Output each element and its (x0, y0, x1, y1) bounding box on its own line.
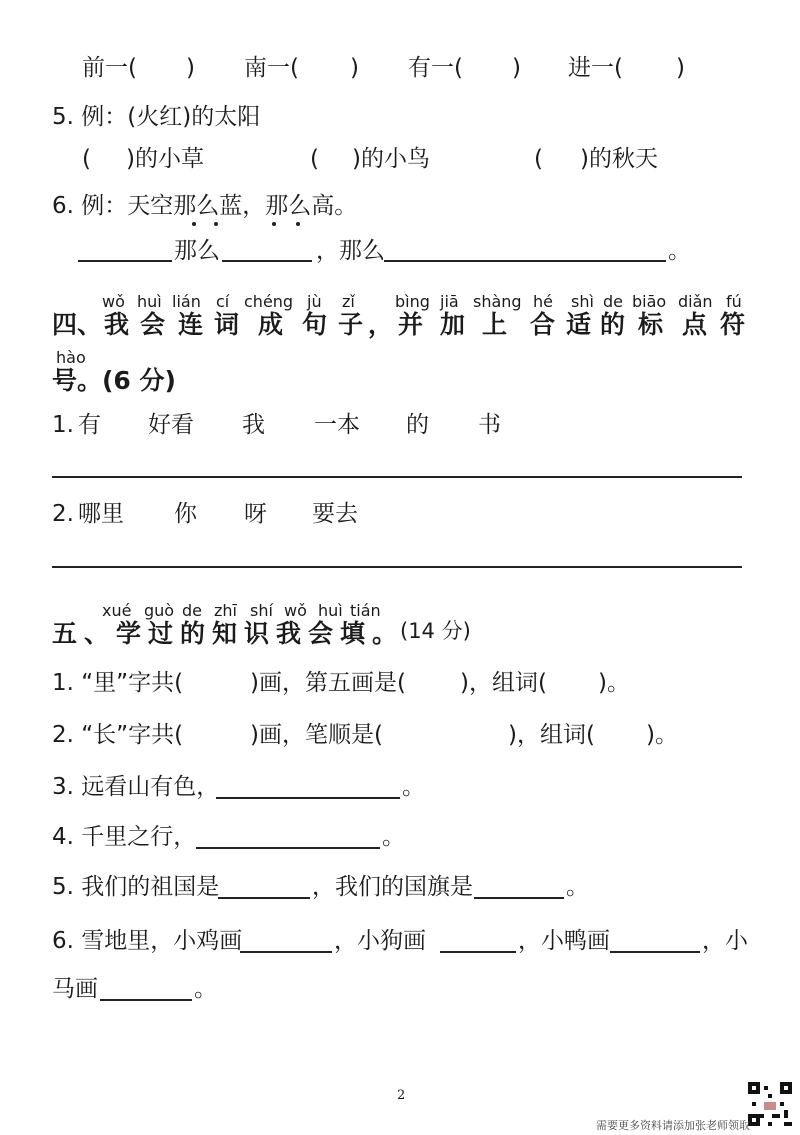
fill-text: )的秋天 (580, 146, 658, 172)
heading-char: 点 (682, 310, 708, 339)
pinyin: jiā (440, 292, 459, 311)
answer-blank[interactable] (240, 951, 332, 953)
answer-blank[interactable] (216, 797, 400, 799)
fill-text: 。 (668, 238, 691, 264)
q-text: 1. “里”字共( (52, 670, 184, 696)
q-text: )画，第五画是( (250, 670, 406, 696)
q-text: )。 (646, 722, 678, 748)
word-tile: 书 (478, 412, 501, 438)
answer-blank[interactable] (78, 260, 172, 262)
answer-blank[interactable] (474, 897, 564, 899)
paren-open: ( (534, 146, 543, 172)
question-5-example: 5. 例：(火红)的太阳 (52, 104, 261, 130)
pinyin: shàng (473, 292, 522, 311)
heading-char: 四、 (52, 310, 103, 339)
q-text: ，小鸭画 (518, 928, 610, 954)
word-tile: 呀 (244, 501, 267, 527)
pinyin: xué (102, 601, 132, 620)
heading-char: 适 (566, 310, 592, 339)
pinyin: hào (56, 348, 86, 367)
word-tile: 要去 (312, 501, 358, 527)
footer-note: 需要更多资料请添加张老师领取 (596, 1119, 750, 1132)
pinyin: tián (350, 601, 381, 620)
q-text: ，小 (702, 928, 748, 954)
q-text: ，我们的国旗是 (312, 874, 473, 900)
section-score: (14 分) (400, 619, 471, 643)
heading-char: 的 (600, 310, 626, 339)
pinyin: zhī (214, 601, 237, 620)
q-text: )，组词( (460, 670, 547, 696)
pinyin: zǐ (342, 292, 355, 311)
pinyin: huì (318, 601, 343, 620)
qr-code-icon (748, 1082, 792, 1126)
prompt-text: ) (512, 55, 521, 81)
word-tile: 你 (174, 501, 197, 527)
answer-blank[interactable] (100, 999, 192, 1001)
heading-char: 合 (530, 310, 556, 339)
q-text: 。 (382, 824, 405, 850)
prompt-text: 进一( (568, 55, 623, 81)
pinyin: lián (172, 292, 201, 311)
q-text: 。 (402, 774, 425, 800)
pinyin: cí (216, 292, 230, 311)
pinyin: chéng (244, 292, 294, 311)
pinyin: de (603, 292, 623, 311)
heading-char: 加 (440, 310, 466, 339)
heading-char: 会 (140, 310, 166, 339)
answer-blank[interactable] (440, 951, 516, 953)
q-text: 4. 千里之行， (52, 824, 197, 850)
pinyin: jù (307, 292, 322, 311)
prompt-text: 有一( (408, 55, 463, 81)
pinyin: wǒ (284, 601, 307, 620)
pinyin: de (182, 601, 202, 620)
heading-char: 符 (720, 310, 746, 339)
emphasis-dot (192, 222, 196, 226)
heading-char: 我 (104, 310, 130, 339)
q-text: 5. 我们的祖国是 (52, 874, 220, 900)
heading-char: ， (368, 310, 394, 339)
q-text: 。 (194, 976, 217, 1002)
q-text: ，小狗画 (334, 928, 426, 954)
pinyin: huì (137, 292, 162, 311)
pinyin: diǎn (678, 292, 713, 311)
fill-text: ，那么 (316, 238, 385, 264)
answer-line[interactable] (52, 476, 742, 478)
section-title: 五、学过的知识我会填。 (52, 619, 405, 648)
heading-char: 标 (638, 310, 664, 339)
word-tile: 我 (242, 412, 265, 438)
q-text: )，组词( (508, 722, 595, 748)
q-text: 6. 雪地里，小鸡画 (52, 928, 243, 954)
prompt-text: ) (676, 55, 685, 81)
q-text: 3. 远看山有色， (52, 774, 220, 800)
q-text: )。 (598, 670, 630, 696)
word-tile: 好看 (148, 412, 194, 438)
answer-blank[interactable] (196, 847, 380, 849)
answer-blank[interactable] (218, 897, 310, 899)
pinyin: biāo (632, 292, 667, 311)
emphasis-dot (272, 222, 276, 226)
heading-line-2: 号。(6 分) (52, 366, 176, 395)
answer-blank[interactable] (222, 260, 312, 262)
fill-text: 那么 (174, 238, 220, 264)
q-text: 马画 (52, 976, 98, 1002)
pinyin: shì (571, 292, 594, 311)
prompt-text: ) (186, 55, 195, 81)
heading-char: 上 (482, 310, 508, 339)
fill-text: )的小鸟 (352, 146, 430, 172)
prompt-text: 前一( (82, 55, 137, 81)
paren-open: ( (82, 146, 91, 172)
question-number: 1. (52, 412, 74, 438)
question-6-example: 6. 例：天空那么蓝，那么高。 (52, 193, 358, 219)
heading-char: 句 (302, 310, 328, 339)
word-tile: 哪里 (78, 501, 124, 527)
emphasis-dot (296, 222, 300, 226)
pinyin: shí (250, 601, 273, 620)
q-text: )画，笔顺是( (250, 722, 383, 748)
pinyin: hé (533, 292, 553, 311)
word-tile: 一本 (314, 412, 360, 438)
answer-line[interactable] (52, 566, 742, 568)
q-text: 2. “长”字共( (52, 722, 184, 748)
prompt-text: 南一( (244, 55, 299, 81)
emphasis-dot (214, 222, 218, 226)
heading-char: 成 (258, 310, 284, 339)
heading-char: 连 (178, 310, 204, 339)
q-text: 。 (566, 874, 589, 900)
pinyin: guò (144, 601, 175, 620)
page-number: 2 (397, 1088, 406, 1103)
pinyin: wǒ (102, 292, 125, 311)
heading-char: 词 (214, 310, 240, 339)
heading-char: 并 (398, 310, 424, 339)
fill-text: )的小草 (126, 146, 204, 172)
paren-open: ( (310, 146, 319, 172)
pinyin: bìng (395, 292, 430, 311)
pinyin: fú (726, 292, 742, 311)
heading-char: 子 (338, 310, 364, 339)
word-tile: 的 (406, 412, 429, 438)
word-tile: 有 (78, 412, 101, 438)
answer-blank[interactable] (384, 260, 666, 262)
prompt-text: ) (350, 55, 359, 81)
question-number: 2. (52, 501, 74, 527)
answer-blank[interactable] (610, 951, 700, 953)
